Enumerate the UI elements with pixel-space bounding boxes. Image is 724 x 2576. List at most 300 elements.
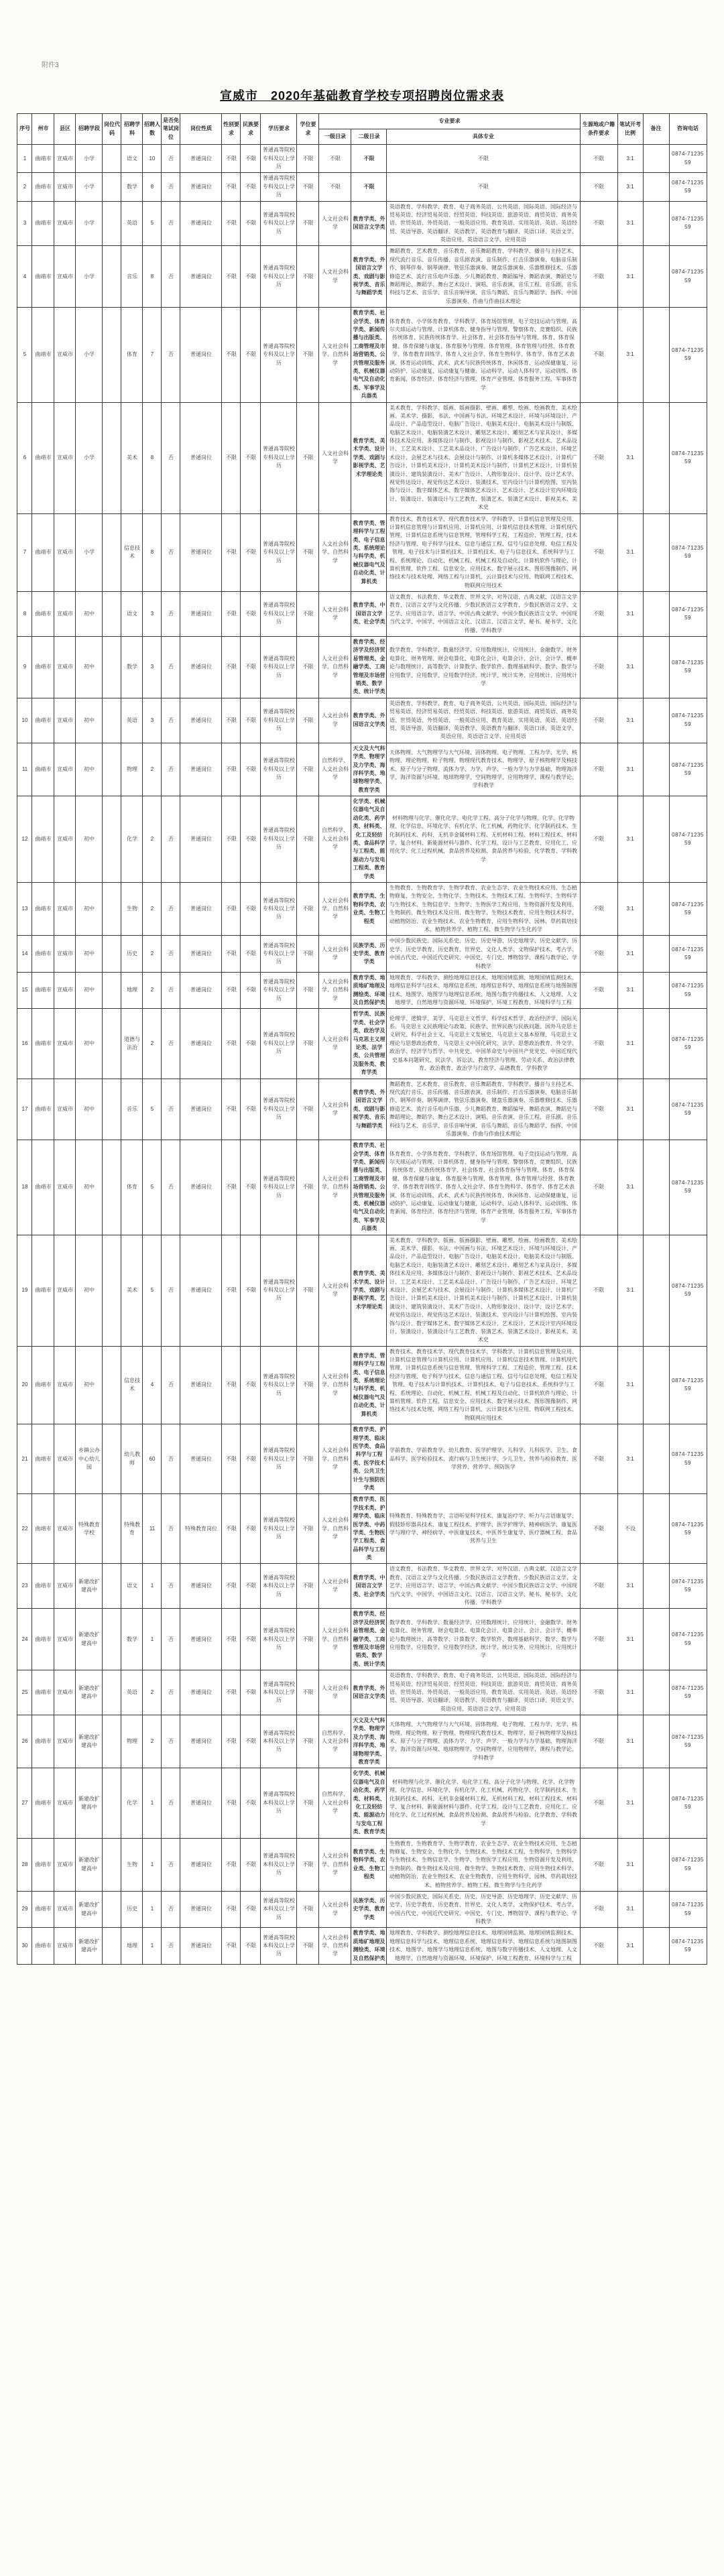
cell-subject: 音乐: [121, 246, 143, 308]
cell-ethnic: 不限: [241, 1140, 261, 1235]
cell-prefecture: 曲靖市: [32, 1838, 54, 1891]
cell-cat2: 教育学类、中国语言文学类、社会学类: [351, 592, 387, 637]
cell-code: [103, 1494, 121, 1564]
table-row: [17, 1564, 707, 1609]
cell-education: 普通高等院校专科及以上学历: [261, 201, 297, 246]
cell-degree: 不限: [297, 1140, 319, 1235]
cell-prefecture: 曲靖市: [32, 936, 54, 973]
cell-code: [103, 1891, 121, 1928]
cell-no: 15: [17, 972, 32, 1009]
cell-subject: 信息技术: [121, 513, 143, 592]
cell-prefecture: 曲靖市: [32, 173, 54, 201]
cell-no: 29: [17, 1891, 32, 1928]
cell-code: [103, 743, 121, 796]
col-header-nature: 岗位性质: [180, 114, 222, 145]
table-row: [17, 173, 707, 201]
cell-code: [103, 1838, 121, 1891]
cell-prefecture: 曲靖市: [32, 145, 54, 173]
cell-gender: 不限: [222, 1346, 241, 1424]
cell-count: 10: [143, 145, 162, 173]
cell-phone: 0874-7123559: [669, 882, 707, 935]
cell-ethnic: 不限: [241, 402, 261, 513]
cell-degree: 不限: [297, 1609, 319, 1670]
cell-education: 普通高等院校专科及以上学历: [261, 1235, 297, 1346]
cell-prefecture: 曲靖市: [32, 1768, 54, 1838]
cell-no: 6: [17, 402, 32, 513]
cell-count: 5: [143, 1079, 162, 1140]
cell-degree: 不限: [297, 173, 319, 201]
cell-ratio: 3:1: [617, 698, 643, 743]
cell-education: 普通高等院校专科及以上学历: [261, 513, 297, 592]
cell-subject: 语文: [121, 592, 143, 637]
cell-majors: 体育教育、小学体育教育、学科教学、体育场馆管理、电子竞技运动与管理、高尔夫球运动与管理、计算机体育、健身指导与管理、警察体育、竞赛组织、民族传统体育、民族传统体育学、社会体育、社会体育指导与管理、体育、体育保健、体育保健与康复、体育服务与管理、体育管理、体育管理与经营、体育教学、体育教育训练学、体育人文社会学、体育生物科学、体育学、体育艺术表演、体育运动训练、武术、武术与民族传统体育、休闲体育、运动保健康复、运动防护、运动康复、运动康复与健康、运动科学、运动人体科学、运动训练、体育新闻、体育经济、体育经济与管理、体育产业管理、体育服务工程、军事体育学: [387, 308, 580, 402]
cell-ratio: 3:1: [617, 1140, 643, 1235]
cell-stage: 初中: [76, 1346, 103, 1424]
cell-remark: [643, 1424, 669, 1494]
col-header-remark: 备注: [643, 114, 669, 145]
cell-residency: 不限: [580, 1928, 617, 1965]
cell-majors: 生物教育、生物教育学、生物学教育、农业生态学、农业生物技术应用、生态植物修复、生物安全、生物化学、生物技术、生物技术工程、生物科学、生物科学与生物技术、生物信息学、生物学、生物医学工程应用、生物资源开发及利用、生物制药、微生物技术及应用、微生物学、生物技术教育、应用生物技术科学、动植物防治、农业生物技术、农业生物教育、应用生物科学、园林、草药栽培技术、植物营养学、植物工程、微生物学与生化药学: [387, 1838, 580, 1891]
cell-prefecture: 曲靖市: [32, 1009, 54, 1079]
cell-ethnic: 不限: [241, 1079, 261, 1140]
cell-ethnic: 不限: [241, 308, 261, 402]
cell-residency: 不限: [580, 698, 617, 743]
table-row: [17, 1140, 707, 1235]
cell-ethnic: 不限: [241, 201, 261, 246]
cell-majors: 美术教育、学科教学、版画、版画摄影、壁画、雕塑、绘画、绘画教育、美术绘画、美术学、摄影、书法、中国画与书法、环境艺术设计、环境与环境设计、产品设计、产品造型设计、电脑广告设计、电脑美术设计、电脑美术设计与制版、电脑艺术设计、电脑装潢艺术设计、雕刻艺术设计、雕刻艺术与家具设计、多媒体技术及应用、多媒体设计与制作、影视设计与制作、影视艺术技术、艺术品设计、工艺美术设计、工艺美术品设计、广告设计与制作、广告艺术设计、环境艺术设计、会展艺术与技术、会展设计与制作、计算机多媒体艺术设计、计算机广告设计、计算机美术设计、计算机美术设计与制作、计算机艺术设计、计算机装潢设计、建筑装潢设计、美术广告设计、人物形象设计、设计学、设计艺术学、视觉传达设计、视觉传达艺术设计、装潢技术、室内设计与计算机绘图、室内装饰与设计、数字媒体艺术、数字媒体艺术设计、艺术设计、艺术设计室内环境设计、装潢设计、装潢设计与工艺教育、装潢艺术、装潢艺术设计、影视美术、美术史: [387, 1235, 580, 1346]
cell-count: 3: [143, 592, 162, 637]
cell-ratio: 3:1: [617, 882, 643, 935]
col-header-subject: 招聘学科: [121, 114, 143, 145]
cell-code: [103, 246, 121, 308]
cell-ethnic: 不限: [241, 972, 261, 1009]
cell-majors: 中国少数民族史、国际关系史、历史、历史导游、历史地理学、历史文献学、历史学、历史学教育、历史教育、世界史、文化人类学、文物保护技术、考古学、中国古代史、中国近代史研究、中国史、专门史、博物馆学、课程与教学论、学科教学: [387, 1891, 580, 1928]
cell-no: 9: [17, 637, 32, 698]
cell-education: 普通高等院校专科及以上学历: [261, 936, 297, 973]
cell-nature: 普通岗位: [180, 1891, 222, 1928]
cell-county: 宣威市: [54, 145, 76, 173]
cell-degree: 不限: [297, 592, 319, 637]
cell-ethnic: 不限: [241, 145, 261, 173]
cell-cat2: 教育学类、外国语言文学类、戏剧与影视学类、音乐与舞蹈学类: [351, 1079, 387, 1140]
cell-no: 23: [17, 1564, 32, 1609]
cell-code: [103, 698, 121, 743]
cell-nature: 普通岗位: [180, 1928, 222, 1965]
cell-county: 宣威市: [54, 173, 76, 201]
cell-degree: 不限: [297, 698, 319, 743]
cell-county: 宣威市: [54, 1838, 76, 1891]
cell-residency: 不限: [580, 1768, 617, 1838]
table-row: [17, 1768, 707, 1838]
cell-education: 普通高等院校专科及以上学历: [261, 1346, 297, 1424]
cell-education: 普通高等院校专科及以上学历: [261, 882, 297, 935]
cell-exempt: 否: [162, 698, 180, 743]
col-header-no: 序号: [17, 114, 32, 145]
cell-county: 宣威市: [54, 882, 76, 935]
cell-stage: 初中: [76, 743, 103, 796]
cell-degree: 不限: [297, 145, 319, 173]
table-row: [17, 201, 707, 246]
cell-phone: 0874-7123559: [669, 698, 707, 743]
cell-ratio: 3:1: [617, 796, 643, 883]
cell-majors: 体育教育、小学体育教育、学科教学、体育场馆管理、电子竞技运动与管理、高尔夫球运动与管理、计算机体育、健身指导与管理、警察体育、竞赛组织、民族传统体育、民族传统体育学、社会体育、社会体育指导与管理、体育、体育保健、体育保健与康复、体育服务与管理、体育管理、体育管理与经营、体育教学、体育教育训练学、体育人文社会学、体育生物科学、体育学、体育艺术表演、体育运动训练、武术、武术与民族传统体育、休闲体育、运动保健康复、运动防护、运动康复、运动康复与健康、运动科学、运动人体科学、运动训练、体育新闻、体育经济、体育经济与管理、体育产业管理、体育服务工程、军事体育学: [387, 1140, 580, 1235]
cell-exempt: 否: [162, 402, 180, 513]
cell-remark: [643, 637, 669, 698]
cell-education: 普通高等院校专科及以上学历: [261, 592, 297, 637]
cell-ratio: 3:1: [617, 1009, 643, 1079]
cell-county: 宣威市: [54, 1928, 76, 1965]
cell-code: [103, 936, 121, 973]
cell-cat1: 人文社会科学: [319, 1079, 351, 1140]
cell-count: 5: [143, 1140, 162, 1235]
cell-county: 宣威市: [54, 201, 76, 246]
cell-remark: [643, 796, 669, 883]
cell-education: 普通高等院校专科及以上学历: [261, 1424, 297, 1494]
cell-count: 2: [143, 743, 162, 796]
cell-cat1: 人文社会科学: [319, 402, 351, 513]
cell-ethnic: 不限: [241, 1424, 261, 1494]
cell-majors: 不限: [387, 145, 580, 173]
cell-stage: 小学: [76, 201, 103, 246]
cell-ratio: 3:1: [617, 402, 643, 513]
cell-count: 2: [143, 1009, 162, 1079]
cell-stage: 新建改扩建高中: [76, 1768, 103, 1838]
cell-majors: 英语教育、学科教学、教育、电子商务英语、公共英语、国际英语、国际经济与贸易英语、经济贸易英语、经贸英语、科技英语、旅游英语、商贸英语、商务英语、世贸英语、外贸英语、一般英语应用、教育英语、实用英语、英语、英语经贸、英语导游、英语翻译、英语教学、英语教育与翻译、英语口译、英语文学、英语应用、英语语言文学、应用英语: [387, 698, 580, 743]
cell-gender: 不限: [222, 402, 241, 513]
cell-count: 3: [143, 637, 162, 698]
cell-ethnic: 不限: [241, 1715, 261, 1768]
cell-cat1: 自然科学、人文社会科学: [319, 796, 351, 883]
cell-no: 13: [17, 882, 32, 935]
cell-degree: 不限: [297, 402, 319, 513]
col-header-code: 岗位代码: [103, 114, 121, 145]
cell-gender: 不限: [222, 1494, 241, 1564]
cell-degree: 不限: [297, 1928, 319, 1965]
cell-majors: 语文教育、书法教育、华文教育、世界文学、对外汉语、古典文献、汉语言文学教育、汉语言文学与文化传播、少数民族语言文学教育、少数民族语言文学、文艺学、应用语言学、语言学、中国古典文献学、中国少数民族语言文学、中国现当代文学、中国学、中国语言文化、汉语言、汉语言文学、秘书、秘书学、文化传播、学科教学: [387, 1564, 580, 1609]
cell-nature: 普通岗位: [180, 1715, 222, 1768]
cell-exempt: 否: [162, 592, 180, 637]
cell-residency: 不限: [580, 1494, 617, 1564]
cell-county: 宣威市: [54, 698, 76, 743]
cell-county: 宣威市: [54, 1009, 76, 1079]
table-row: [17, 592, 707, 637]
cell-cat1: 人文社会科学: [319, 246, 351, 308]
cell-gender: 不限: [222, 308, 241, 402]
cell-stage: 新建改扩建高中: [76, 1564, 103, 1609]
col-header-stage: 招聘学段: [76, 114, 103, 145]
cell-gender: 不限: [222, 145, 241, 173]
cell-no: 28: [17, 1838, 32, 1891]
cell-gender: 不限: [222, 936, 241, 973]
col-header-gender: 性别要求: [222, 114, 241, 145]
cell-residency: 不限: [580, 1891, 617, 1928]
cell-subject: 地理: [121, 1928, 143, 1965]
table-row: [17, 1424, 707, 1494]
cell-remark: [643, 1768, 669, 1838]
cell-county: 宣威市: [54, 1079, 76, 1140]
cell-cat2: 教育学类、外国语言文学类: [351, 201, 387, 246]
cell-stage: 新建改扩建高中: [76, 1609, 103, 1670]
cell-nature: 普通岗位: [180, 972, 222, 1009]
cell-degree: 不限: [297, 1768, 319, 1838]
cell-no: 11: [17, 743, 32, 796]
cell-exempt: 否: [162, 637, 180, 698]
cell-residency: 不限: [580, 1346, 617, 1424]
cell-phone: 0874-7123559: [669, 1768, 707, 1838]
cell-count: 1: [143, 1609, 162, 1670]
cell-majors: 伦理学、逻辑学、美学、马克思主义哲学、科学技术哲学、政治经济学、国际关系、马克思主义民族理论与政策、民族学、世界民族与民族问题、国外马克思主义研究、科学社会主义、马克思主义发展史、马克思主义基本原理、马克思主义理论与思想政治教育、马克思主义中国化研究、法学、思想政治教育、外交学、政治学、经济学与哲学、中共党史、中国革命史与中国共产党党史、中国近现代史基本问题研究、民法学、诉讼法、教育经济与管理、劳动关系、政治法律教育、政治教育、政治学与行政学、品德教育、学科教学: [387, 1009, 580, 1079]
col-header-majors: 具体专业: [387, 129, 580, 145]
cell-prefecture: 曲靖市: [32, 1609, 54, 1670]
cell-code: [103, 882, 121, 935]
cell-count: 5: [143, 201, 162, 246]
cell-nature: 普通岗位: [180, 743, 222, 796]
cell-majors: 教育技术、教育技术学、现代教育技术学、学科教学、计算机信息管理及应用、计算机信息管理与计算机应用、计算机应用、计算机信息技术管理、计算机现代管理、计算机信息系统与信息管理、管理科学工程、工程造价、管理工程、技术经济与管理、电子科学与技术、信息与通信工程、信号与信息处理、电信工程及管理、电子技术与计算机技术、计算机技术、电子与信息技术、系统科学与工程、系统理论、自动化、机械工程、机械工程及自动化、计算机软件与理论、计算机管理、软件工程、信息安全、应用技术、数字展示技术、图形图像制作、网络技术与技术处理、网络工程与计算机、云计算技术与应用、物联网工程技术、物联网应用技术: [387, 1346, 580, 1424]
cell-count: 1: [143, 1928, 162, 1965]
cell-cat1: 人文社会科学: [319, 698, 351, 743]
cell-exempt: 否: [162, 1838, 180, 1891]
cell-county: 宣威市: [54, 308, 76, 402]
cell-stage: 新建改扩建高中: [76, 1838, 103, 1891]
cell-ratio: 3:1: [617, 246, 643, 308]
cell-majors: 不限: [387, 173, 580, 201]
cell-remark: [643, 1235, 669, 1346]
table-row: [17, 246, 707, 308]
cell-exempt: 否: [162, 173, 180, 201]
cell-degree: 不限: [297, 1346, 319, 1424]
cell-county: 宣威市: [54, 1424, 76, 1494]
cell-stage: 初中: [76, 882, 103, 935]
table-row: [17, 637, 707, 698]
cell-cat2: 教育学类、护理学类、临床医学类、食品科学与工程类、医学技术类、公共卫生计生与预防医学类: [351, 1424, 387, 1494]
cell-nature: 普通岗位: [180, 246, 222, 308]
cell-exempt: 否: [162, 882, 180, 935]
cell-ethnic: 不限: [241, 246, 261, 308]
cell-prefecture: 曲靖市: [32, 1424, 54, 1494]
cell-county: 宣威市: [54, 1715, 76, 1768]
cell-exempt: 否: [162, 1609, 180, 1670]
cell-county: 宣威市: [54, 637, 76, 698]
cell-subject: 美术: [121, 402, 143, 513]
cell-education: 普通高等院校本科及以上学历: [261, 1768, 297, 1838]
cell-education: 普通高等院校专科及以上学历: [261, 402, 297, 513]
cell-count: 7: [143, 308, 162, 402]
cell-cat2: 天文及大气科学类、物理学及力学类、海洋科学类、地球物理学类、教育学类: [351, 743, 387, 796]
table-row: [17, 145, 707, 173]
cell-stage: 新建改扩建高中: [76, 1715, 103, 1768]
cell-cat1: 人文社会科学: [319, 1670, 351, 1715]
cell-nature: 普通岗位: [180, 201, 222, 246]
cell-remark: [643, 1494, 669, 1564]
cell-county: 宣威市: [54, 743, 76, 796]
cell-subject: 生物: [121, 1838, 143, 1891]
cell-education: 普通高等院校本科及以上学历: [261, 1564, 297, 1609]
cell-cat1: 人文社会科学: [319, 201, 351, 246]
cell-count: 4: [143, 1346, 162, 1424]
cell-nature: 普通岗位: [180, 592, 222, 637]
cell-ratio: 3:1: [617, 637, 643, 698]
cell-gender: 不限: [222, 637, 241, 698]
cell-phone: 0874-7123559: [669, 796, 707, 883]
table-row: [17, 743, 707, 796]
col-header-residency: 生源地或户籍条件要求: [580, 114, 617, 145]
col-header-degree: 学位要求: [297, 114, 319, 145]
cell-residency: 不限: [580, 936, 617, 973]
cell-degree: 不限: [297, 513, 319, 592]
cell-prefecture: 曲靖市: [32, 513, 54, 592]
cell-cat2: 教育学类、经济学及经济贸易管理类、金融学类、工商管理及市场营销类、数学类、统计学类: [351, 637, 387, 698]
table-row: [17, 513, 707, 592]
cell-remark: [643, 698, 669, 743]
cell-code: [103, 1009, 121, 1079]
cell-stage: 初中: [76, 637, 103, 698]
cell-cat2: 化学类、机械仪器电气及自动化类、药学类、材料类、化工及轻纺类、能源动力与发电工程类、教育学类: [351, 1768, 387, 1838]
cell-cat1: 人文社会科学、自然科学: [319, 1494, 351, 1564]
cell-ratio: 3:1: [617, 145, 643, 173]
cell-majors: 美术教育、学科教学、版画、版画摄影、壁画、雕塑、绘画、绘画教育、美术绘画、美术学、摄影、书法、中国画与书法、环境艺术设计、环境与环境设计、产品设计、产品造型设计、电脑广告设计、电脑美术设计、电脑美术设计与制版、电脑艺术设计、电脑装潢艺术设计、雕刻艺术设计、雕刻艺术与家具设计、多媒体技术及应用、多媒体设计与制作、影视设计与制作、影视艺术技术、艺术品设计、工艺美术设计、工艺美术品设计、广告设计与制作、广告艺术设计、环境艺术设计、会展艺术与技术、会展设计与制作、计算机多媒体艺术设计、计算机广告设计、计算机美术设计、计算机美术设计与制作、计算机艺术设计、计算机装潢设计、建筑装潢设计、美术广告设计、人物形象设计、设计学、设计艺术学、视觉传达设计、视觉传达艺术设计、装潢技术、室内设计与计算机绘图、室内装饰与设计、数字媒体艺术、数字媒体艺术设计、艺术设计、艺术设计室内环境设计、装潢设计、装潢设计与工艺教育、装潢艺术、装潢艺术设计、影视美术、美术史: [387, 402, 580, 513]
cell-residency: 不限: [580, 173, 617, 201]
cell-majors: 中国少数民族史、国际关系史、历史、历史导游、历史地理学、历史文献学、历史学、历史学教育、历史教育、世界史、文化人类学、文物保护技术、考古学、中国古代史、中国近代史研究、中国史、专门史、博物馆学、课程与教学论、学科教学: [387, 936, 580, 973]
cell-exempt: 否: [162, 796, 180, 883]
col-header-ratio: 笔试开考比例: [617, 114, 643, 145]
table-row: [17, 972, 707, 1009]
cell-majors: 地理教育、学科教学、测绘地理信息技术、地理国情监测、地理国情监测技术、地理信息科学与技术、地理信息系统、地理信息科学、地理信息系统与地图制图技术、地图学、地图学与地理信息系统、地图与数字传播技术、人文地理、人文地理学、自然地理与资源环境、环境保护、环境工程教育、环境科学与工程: [387, 1928, 580, 1965]
cell-county: 宣威市: [54, 592, 76, 637]
cell-remark: [643, 1838, 669, 1891]
cell-phone: 0874-7123559: [669, 173, 707, 201]
cell-phone: 0874-7123559: [669, 1891, 707, 1928]
cell-gender: 不限: [222, 1715, 241, 1768]
cell-nature: 普通岗位: [180, 402, 222, 513]
cell-stage: 初中: [76, 1140, 103, 1235]
cell-stage: 初中: [76, 936, 103, 973]
cell-subject: 物理: [121, 743, 143, 796]
cell-majors: 材料物理与化学、催化化学、电化学工程、高分子化学与物理、化学、化学物理、化学信息、环境化学、有机化学、化工机械、药物化学、化学制药技术、生化制药技术、药科、无机非金属材料工程、无机材料工程、材料工程技术、材料学、复合材料、新能源材料与器件、化学工程、设计与工艺教育、应用化工、应用化学、化工过程机械、食品营养及检测、食品营养与检验、化学教育、学科教学: [387, 796, 580, 883]
cell-cat2: 教育学类、社会学类、体育学类、新闻传播与出版类、工商管理及市场营销类、公共管理及服务类、机械仪器电气及自动化类、军事学及兵器类: [351, 308, 387, 402]
cell-degree: 不限: [297, 796, 319, 883]
cell-education: 普通高等院校本科及以上学历: [261, 1670, 297, 1715]
cell-degree: 不限: [297, 637, 319, 698]
cell-remark: [643, 972, 669, 1009]
table-row: [17, 796, 707, 883]
cell-degree: 不限: [297, 1424, 319, 1494]
col-header-count: 招聘人数: [143, 114, 162, 145]
col-header-major-group: 专业要求: [319, 114, 580, 129]
cell-code: [103, 1715, 121, 1768]
cell-phone: 0874-7123559: [669, 145, 707, 173]
cell-cat1: 不限: [319, 173, 351, 201]
cell-exempt: 否: [162, 1346, 180, 1424]
cell-code: [103, 308, 121, 402]
cell-cat2: 化学类、机械仪器电气及自动化类、药学类、材料类、化工及轻纺类、食品科学与工程类、能源动力与发电工程类、教育学类: [351, 796, 387, 883]
cell-no: 19: [17, 1235, 32, 1346]
cell-ethnic: 不限: [241, 882, 261, 935]
cell-prefecture: 曲靖市: [32, 308, 54, 402]
table-row: [17, 1609, 707, 1670]
cell-stage: 小学: [76, 145, 103, 173]
table-row: [17, 1009, 707, 1079]
cell-count: 2: [143, 1715, 162, 1768]
cell-ratio: 3:1: [617, 513, 643, 592]
cell-ethnic: 不限: [241, 1564, 261, 1609]
cell-phone: 0874-7123559: [669, 201, 707, 246]
cell-cat1: 人文社会科学、自然科学: [319, 1838, 351, 1891]
cell-majors: 天体物理、大气物理学与大气环境、固体物理、电子物理、工程力学、光学、核物理、理论物理、粒子物理、物理现代教育技术、物理学、原子核物理学及核技术、原子与分子物理、流体力学、力学、声学、一般力学与力学基础、物理海洋学、海洋资源与环境、地球物理学、空间物理学、应用物理学、课程与教学论、学科教学: [387, 743, 580, 796]
cell-phone: 0874-7123559: [669, 1140, 707, 1235]
cell-cat2: 不限: [351, 173, 387, 201]
cell-stage: 小学: [76, 246, 103, 308]
cell-education: 普通高等院校专科及以上学历: [261, 743, 297, 796]
cell-nature: 普通岗位: [180, 1346, 222, 1424]
cell-ethnic: 不限: [241, 1235, 261, 1346]
cell-education: 普通高等院校本科及以上学历: [261, 1838, 297, 1891]
cell-code: [103, 1670, 121, 1715]
cell-phone: 0874-7123559: [669, 1079, 707, 1140]
cell-cat2: 民族学类、历史学类、教育学类: [351, 936, 387, 973]
cell-education: 普通高等院校本科及以上学历: [261, 1928, 297, 1965]
cell-subject: 信息技术: [121, 1346, 143, 1424]
cell-county: 宣威市: [54, 1670, 76, 1715]
cell-cat2: 教育学类、经济学及经济贸易管理类、金融学类、工商管理及市场营销类、数学类、统计学类: [351, 1609, 387, 1670]
cell-code: [103, 1346, 121, 1424]
cell-exempt: 否: [162, 1140, 180, 1235]
cell-phone: 0874-7123559: [669, 513, 707, 592]
cell-count: 8: [143, 402, 162, 513]
cell-residency: 不限: [580, 246, 617, 308]
cell-degree: 不限: [297, 972, 319, 1009]
cell-nature: 普通岗位: [180, 1670, 222, 1715]
cell-exempt: 否: [162, 936, 180, 973]
cell-education: 普通高等院校专科及以上学历: [261, 1009, 297, 1079]
cell-exempt: 否: [162, 1670, 180, 1715]
cell-subject: 体育: [121, 1140, 143, 1235]
cell-county: 宣威市: [54, 246, 76, 308]
cell-residency: 不限: [580, 592, 617, 637]
cell-majors: 数学教育、学科教学、数量经济学、应用数理统计、应用统计、金融数学、财务电算化、财务管理、财会电算化、电算化会计、电算会计、会计、会计学、概率论与数理统计、高等数学、计算数学、数学软件、数理基础科学、数学、数学与应用数学、应用数学、应用数学经济、统计学、统计实务、应用统计、应用统计学: [387, 1609, 580, 1670]
recruitment-requirements-table: [17, 113, 707, 1965]
cell-gender: 不限: [222, 1079, 241, 1140]
cell-cat1: 人文社会科学、自然科学: [319, 637, 351, 698]
cell-no: 1: [17, 145, 32, 173]
cell-residency: 不限: [580, 308, 617, 402]
cell-county: 宣威市: [54, 1609, 76, 1670]
col-header-exempt: 是否免笔试岗位: [162, 114, 180, 145]
cell-cat1: 自然科学、人文社会科学: [319, 1768, 351, 1838]
cell-ratio: 3:1: [617, 1235, 643, 1346]
cell-cat2: 天文及大气科学类、物理学及力学类、海洋科学类、地球物理学类、教育学类: [351, 1715, 387, 1768]
cell-ratio: 3:1: [617, 1079, 643, 1140]
table-row: [17, 882, 707, 935]
cell-degree: 不限: [297, 1670, 319, 1715]
cell-count: 1: [143, 1838, 162, 1891]
cell-code: [103, 972, 121, 1009]
cell-gender: 不限: [222, 246, 241, 308]
cell-residency: 不限: [580, 1424, 617, 1494]
cell-degree: 不限: [297, 936, 319, 973]
cell-county: 宣威市: [54, 1891, 76, 1928]
cell-count: 1: [143, 1891, 162, 1928]
cell-subject: 美术: [121, 1235, 143, 1346]
cell-count: 2: [143, 972, 162, 1009]
cell-prefecture: 曲靖市: [32, 592, 54, 637]
cell-nature: 普通岗位: [180, 1235, 222, 1346]
cell-county: 宣威市: [54, 1346, 76, 1424]
cell-degree: 不限: [297, 1891, 319, 1928]
cell-subject: 语文: [121, 1564, 143, 1609]
cell-exempt: 否: [162, 1009, 180, 1079]
cell-gender: 不限: [222, 592, 241, 637]
cell-residency: 不限: [580, 882, 617, 935]
